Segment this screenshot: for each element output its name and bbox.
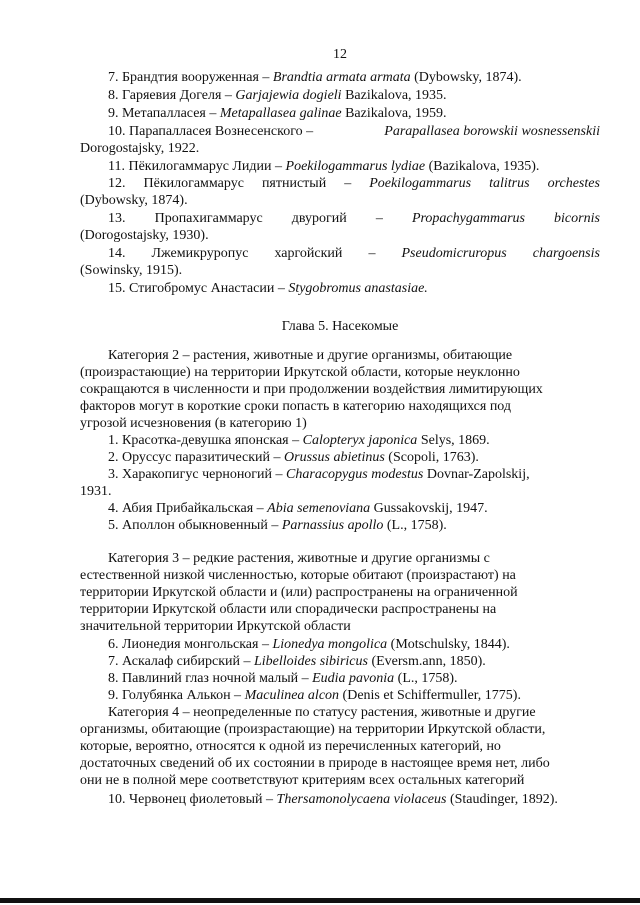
list-item: 3. Харакопигус черноногий – Characopygus modestus Dovnar-Zapolskij,: [108, 467, 530, 482]
paragraph-line: которые, вероятно, относятся к одной из перечисленных категорий, но: [80, 739, 501, 754]
page-number: 12: [333, 47, 347, 62]
list-item: 9. Голубянка Алькон – Maculinea alcon (Denis et Schiffermuller, 1775).: [108, 688, 521, 703]
paragraph-line: естественной низкой численностью, которые обитают (произрастают) на: [80, 568, 516, 583]
paragraph-line: территории Иркутской области и (или) распространены на ограниченной: [80, 585, 518, 600]
paragraph-line: факторов могут в короткие сроки попасть в категорию находящихся под: [80, 399, 512, 414]
list-item: 4. Абия Прибайкальская – Abia semenoviana Gussakovskij, 1947.: [108, 501, 488, 516]
list-item: 10. Червонец фиолетовый – Thersamonolycaena violaceus (Staudinger, 1892).: [108, 792, 558, 807]
list-item: 5. Аполлон обыкновенный – Parnassius apollo (L., 1758).: [108, 518, 447, 533]
paragraph-line: Категория 2 – растения, животные и другие организмы, обитающие: [108, 348, 513, 363]
list-item-continuation: 1931.: [80, 484, 112, 499]
list-item: 7. Брандтия вооруженная – Brandtia armata armata (Dybowsky, 1874).: [108, 70, 522, 85]
paragraph-line: территории Иркутской области или спорадически распространены на: [80, 602, 497, 617]
bottom-rule: [0, 898, 640, 903]
paragraph-line: угрозой исчезновения (в категорию 1): [80, 416, 307, 431]
paragraph-line: (произрастающие) на территории Иркутской области, которые неуклонно: [80, 365, 520, 380]
list-item: 6. Лионедия монгольская – Lionedya mongolica (Motschulsky, 1844).: [108, 637, 510, 652]
paragraph-line: они не в полной мере соответствуют критериям всех остальных категорий: [80, 773, 525, 788]
list-item: 12. Пёкилогаммарус пятнистый – Poekilogammarus talitrus orchestes: [108, 176, 600, 191]
list-item: 9. Метапалласея – Metapallasea galinae Bazikalova, 1959.: [108, 106, 447, 121]
paragraph-line: сокращаются в численности и при продолжении воздействия лимитирующих: [80, 382, 543, 397]
list-item: 14. Лжемикруропус харгойский – Pseudomicruropus chargoensis: [108, 246, 600, 261]
chapter-title: Глава 5. Насекомые: [281, 319, 399, 334]
paragraph-line: значительной территории Иркутской области: [80, 619, 351, 634]
list-item: 8. Гаряевия Догеля – Garjajewia dogieli Bazikalova, 1935.: [108, 88, 447, 103]
paragraph-line: достаточных сведений об их состоянии в природе в настоящее время нет, либо: [80, 756, 550, 771]
list-item-continuation: (Dorogostajsky, 1930).: [80, 228, 209, 243]
paragraph-line: организмы, обитающие (произрастающие) на территории Иркутской области,: [80, 722, 546, 737]
paragraph-line: Категория 4 – неопределенные по статусу растения, животные и другие: [108, 705, 536, 720]
list-item: 13. Пропахигаммарус двурогий – Propachygammarus bicornis: [108, 211, 600, 226]
list-item-continuation: (Sowinsky, 1915).: [80, 263, 183, 278]
list-item: 11. Пёкилогаммарус Лидии – Poekilogammarus lydiae (Bazikalova, 1935).: [108, 159, 540, 174]
paragraph-line: Категория 3 – редкие растения, животные и другие организмы с: [108, 551, 490, 566]
list-item-continuation: (Dybowsky, 1874).: [80, 193, 188, 208]
list-item: 7. Аскалаф сибирский – Libelloides sibiricus (Eversm.ann, 1850).: [108, 654, 486, 669]
list-item: 1. Красотка-девушка японская – Calopteryx japonica Selys, 1869.: [108, 433, 490, 448]
list-item: 8. Павлиний глаз ночной малый – Eudia pavonia (L., 1758).: [108, 671, 458, 686]
list-item: 10. Парапалласея Вознесенского – Parapallasea borowskii wosnessenskii: [108, 124, 600, 139]
list-item: 15. Стигобромус Анастасии – Stygobromus anastasiae.: [108, 281, 428, 296]
list-item-continuation: Dorogostajsky, 1922.: [80, 141, 200, 156]
list-item: 2. Оруссус паразитический – Orussus abietinus (Scopoli, 1763).: [108, 450, 479, 465]
